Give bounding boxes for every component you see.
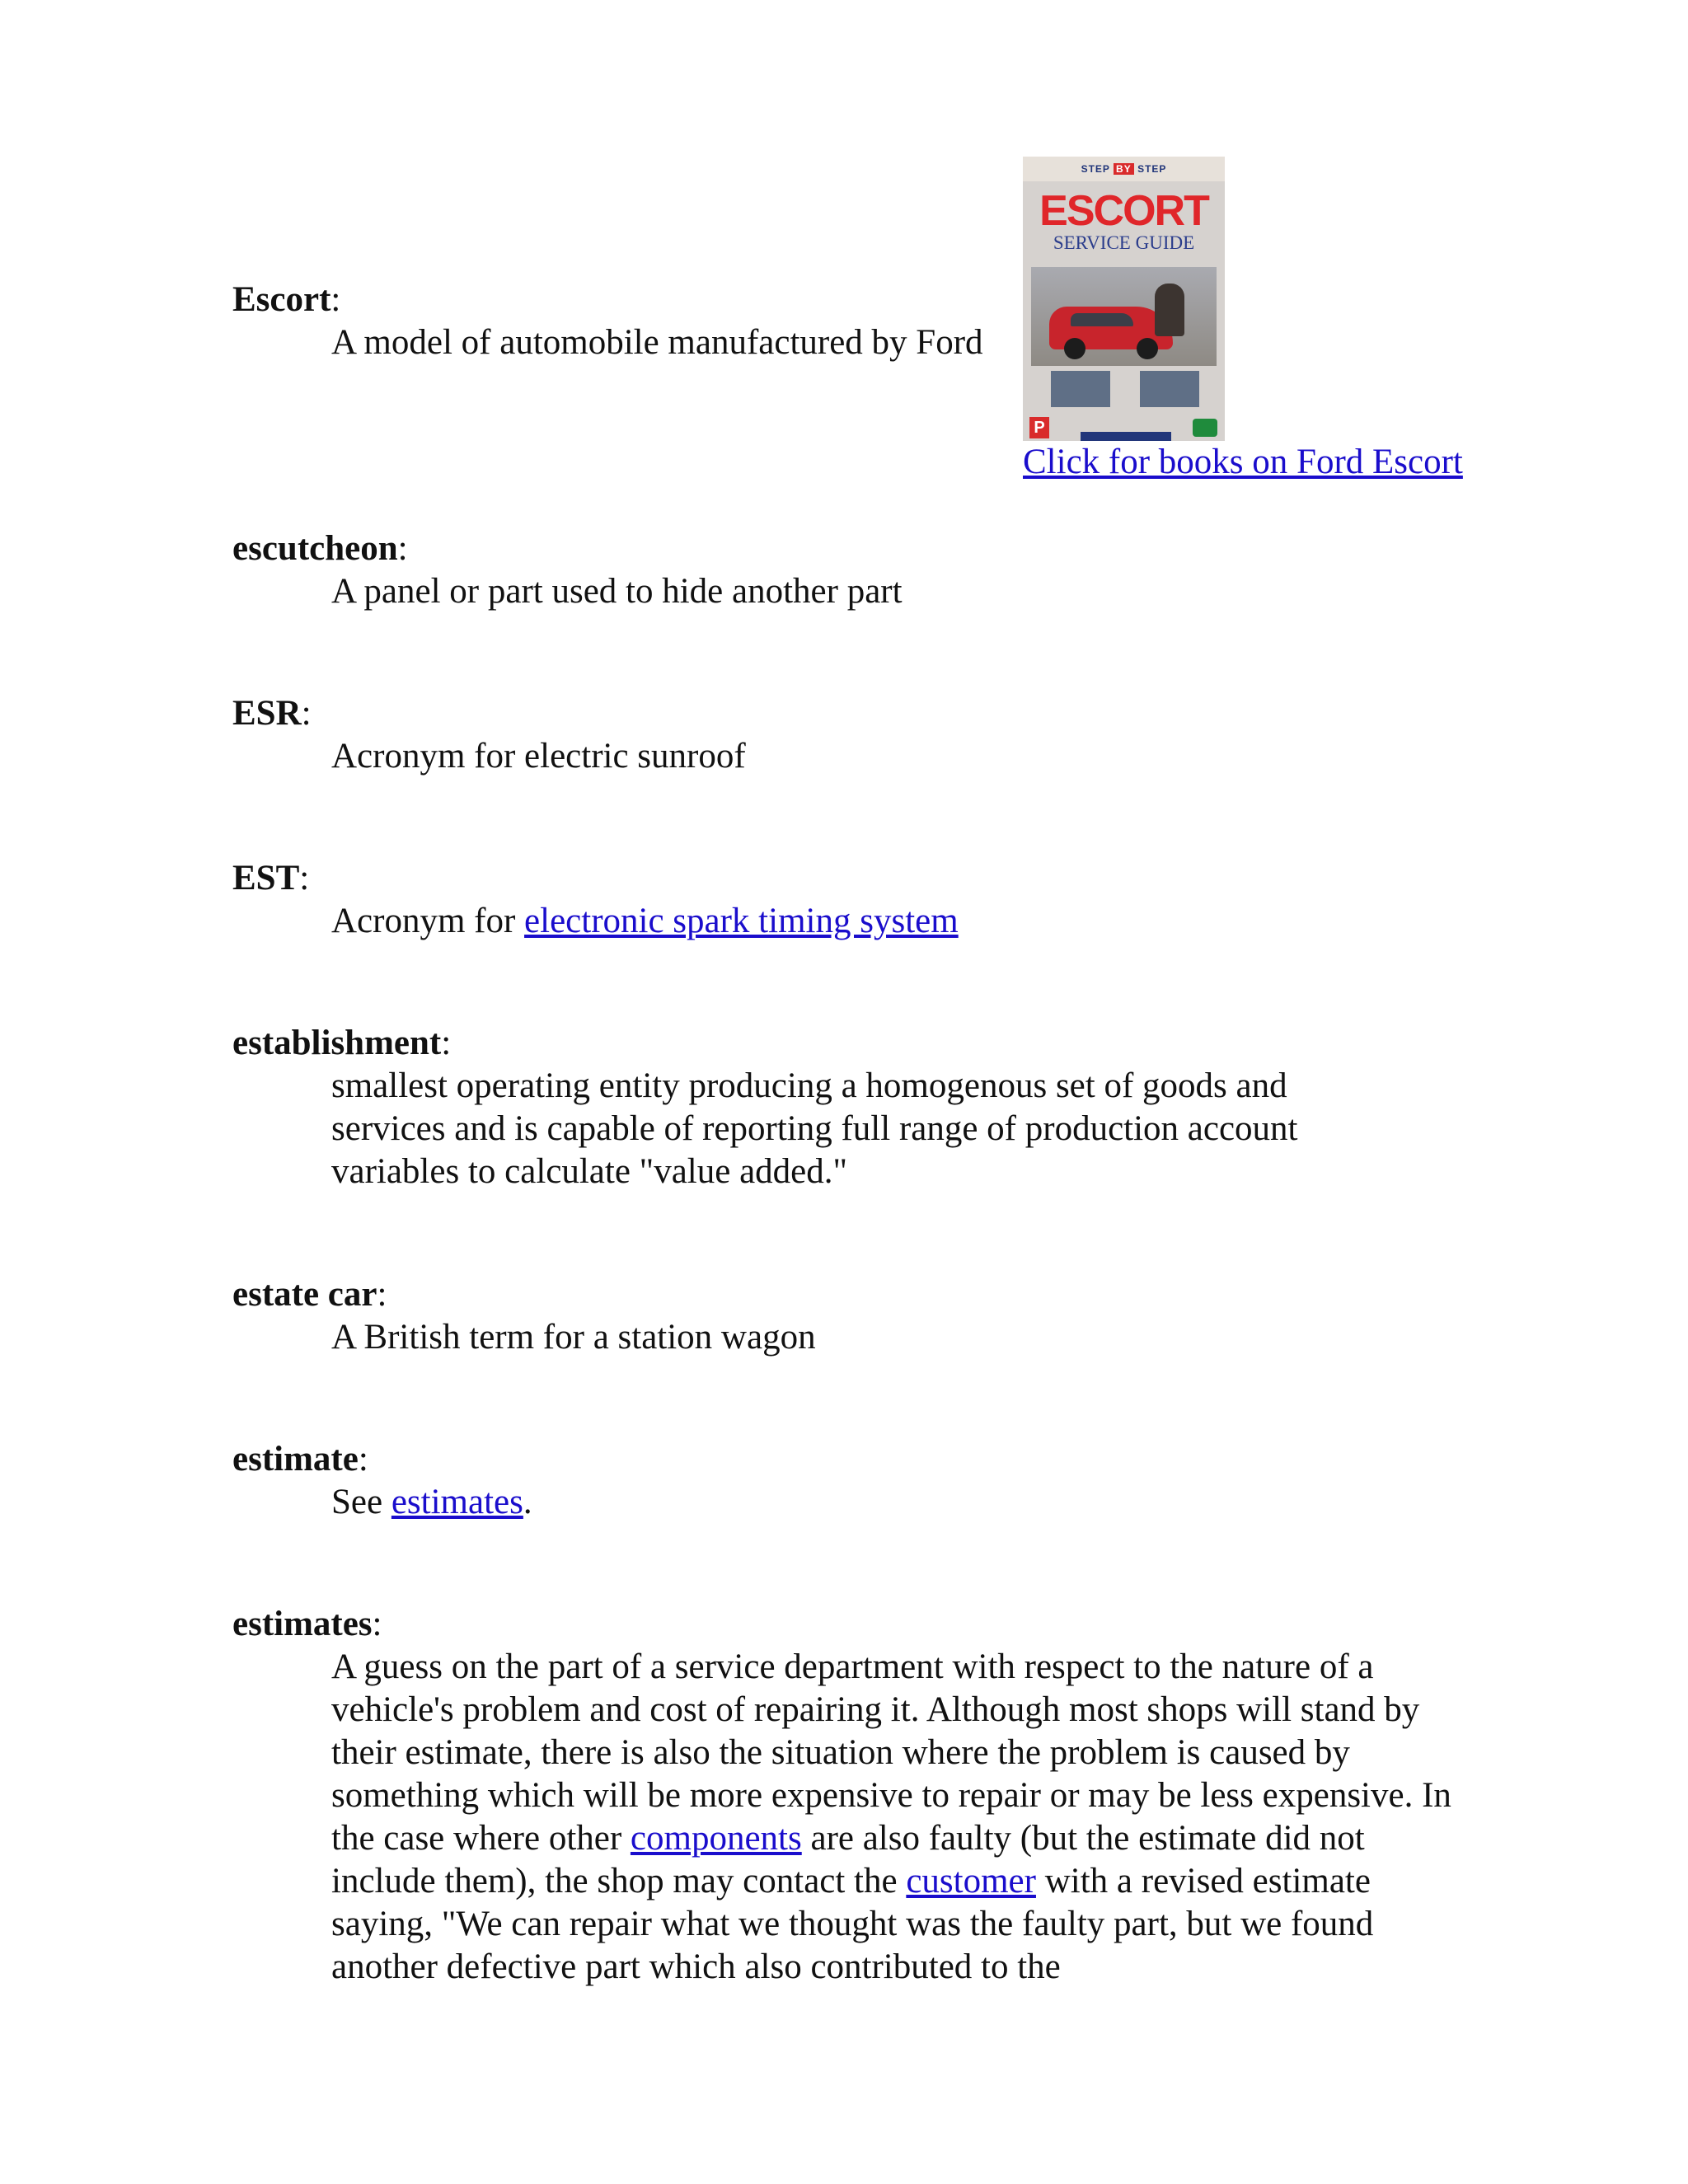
publisher-logo-icon: P xyxy=(1029,417,1049,438)
cover-series-right: STEP xyxy=(1137,163,1167,175)
definition-escort: A model of automobile manufactured by Ford xyxy=(331,323,983,362)
cover-thumb-left xyxy=(1051,371,1110,407)
cover-strip xyxy=(1031,409,1217,424)
definition-text: See xyxy=(331,1483,392,1521)
entry-esr xyxy=(232,692,1469,778)
term-esr: ESR xyxy=(232,694,302,733)
term-estimates: estimates xyxy=(232,1605,373,1643)
car-wheel-rear xyxy=(1137,338,1158,359)
entry-est xyxy=(232,857,1469,943)
definition-text: with a revised estimate saying, "We can repair what we thought was the faulty part, but we found another defective part which also contributed to the xyxy=(331,1862,1374,1986)
cover-thumb-right xyxy=(1140,371,1199,407)
entry-escort xyxy=(232,279,1469,364)
term-establishment: establishment xyxy=(232,1024,442,1062)
cover-series xyxy=(1023,157,1225,181)
definition-text: Acronym for xyxy=(331,902,525,940)
definition-establishment: smallest operating entity producing a homogenous set of goods and services and is capable of reporting full range of production account variables to calculate "value added." xyxy=(331,1066,1298,1191)
entry-estate-car xyxy=(232,1273,1469,1359)
books-link[interactable]: Click for books on Ford Escort xyxy=(1023,443,1463,481)
term: estimate: xyxy=(232,1440,368,1479)
term: EST: xyxy=(232,859,310,898)
term: estate car: xyxy=(232,1275,387,1314)
cover-series-left: STEP xyxy=(1081,163,1110,175)
definition-text: . xyxy=(523,1483,532,1521)
definition-text: A guess on the part of a service department with respect to the nature of a vehicle's problem and cost of repairing it. Although most shops will stand by their estimate, there is also the situation where the problem is caused by something which will be more expensive to repair or may be less expensive. In the case where other xyxy=(331,1647,1451,1858)
definition-esr: Acronym for electric sunroof xyxy=(331,737,746,776)
definition-escutcheon: A panel or part used to hide another part xyxy=(331,572,903,611)
link-electronic-spark-timing-system[interactable]: electronic spark timing system xyxy=(524,902,959,940)
cover-car-photo xyxy=(1031,267,1217,366)
term: ESR: xyxy=(232,694,312,733)
definition-est xyxy=(331,900,1461,943)
definition-text: are also faulty (but the estimate did not include them), the shop may contact the xyxy=(331,1819,1365,1900)
link-customer[interactable]: customer xyxy=(906,1862,1036,1900)
cover-subtitle: SERVICE GUIDE xyxy=(1053,232,1195,253)
link-estimates[interactable]: estimates xyxy=(391,1483,523,1521)
entry-estimate xyxy=(232,1438,1469,1524)
link-components[interactable]: components xyxy=(630,1819,802,1858)
term-estimate: estimate xyxy=(232,1440,359,1479)
entry-establishment xyxy=(232,1022,1469,1193)
term: escutcheon: xyxy=(232,529,408,568)
definition-estate-car: A British term for a station wagon xyxy=(331,1318,816,1357)
car-window xyxy=(1071,313,1133,326)
entry-escutcheon xyxy=(232,527,1469,613)
car-wheel-front xyxy=(1064,338,1085,359)
term: Escort: xyxy=(232,280,341,319)
cover-footer-bar xyxy=(1081,432,1171,441)
term-estate-car: estate car xyxy=(232,1275,377,1314)
definition-estimates xyxy=(331,1646,1469,1989)
term-escort: Escort xyxy=(232,280,331,319)
book-cover-image[interactable] xyxy=(1023,157,1225,441)
cover-series-by: BY xyxy=(1114,163,1134,175)
definition-estimate xyxy=(331,1481,1461,1524)
term-est: EST xyxy=(232,859,300,898)
term-escutcheon: escutcheon xyxy=(232,529,398,568)
cover-badge-icon xyxy=(1193,419,1217,437)
mechanic-figure xyxy=(1155,284,1184,336)
term: estimates: xyxy=(232,1605,382,1643)
cover-title: ESCORT xyxy=(1039,187,1208,235)
entry-estimates xyxy=(232,1603,1469,1989)
term: establishment: xyxy=(232,1024,452,1062)
